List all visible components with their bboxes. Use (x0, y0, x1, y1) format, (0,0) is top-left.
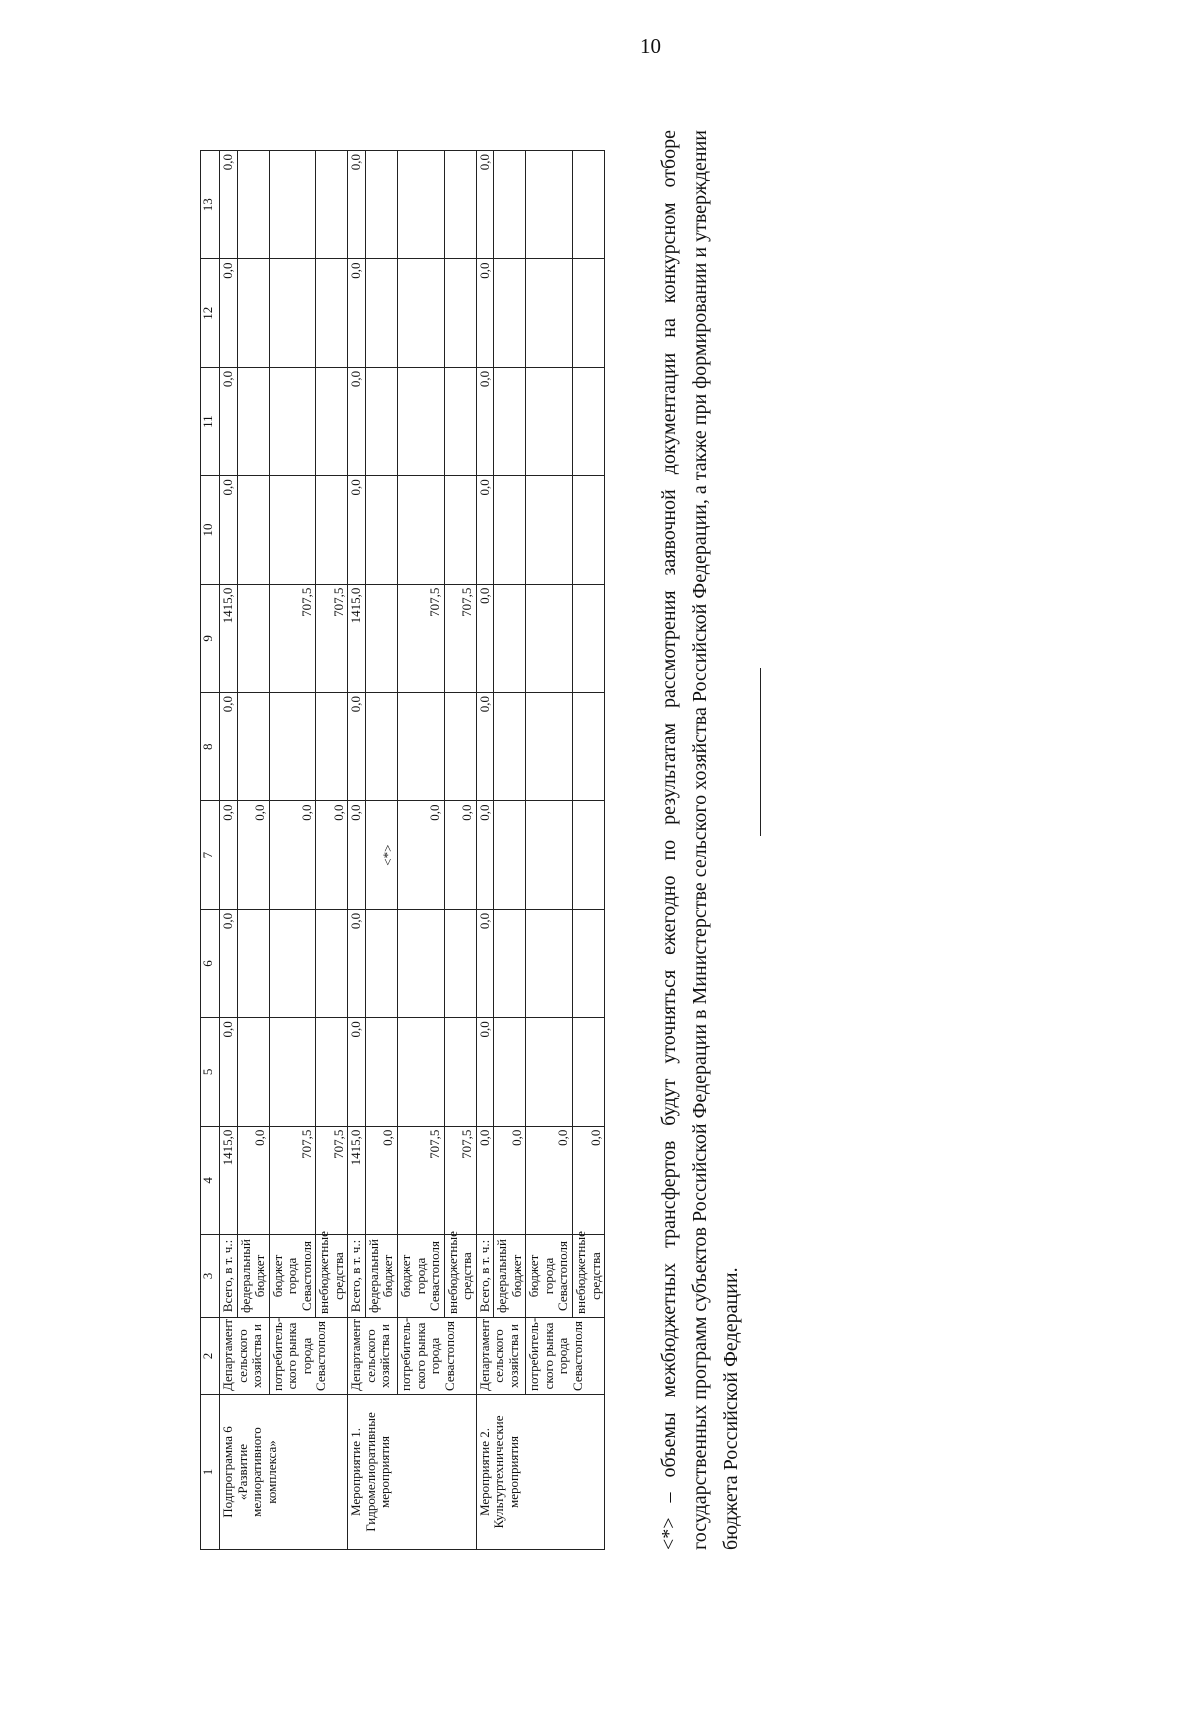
value-cell: 0,0 (220, 909, 238, 1017)
value-cell: 0,0 (237, 1126, 269, 1234)
value-cell: 707,5 (398, 584, 445, 692)
value-cell: 0,0 (269, 801, 316, 909)
value-cell (526, 151, 573, 259)
funding-source-cell: федеральный бюджет (494, 1235, 526, 1318)
value-cell (237, 151, 269, 259)
value-cell (365, 909, 397, 1017)
value-cell: 0,0 (476, 259, 494, 367)
value-cell (316, 476, 348, 584)
value-cell (398, 909, 445, 1017)
column-header-4: 4 (201, 1126, 220, 1234)
value-cell: 0,0 (444, 801, 476, 909)
value-cell (526, 584, 573, 692)
department-cell: потребитель-ского рынка города Севастополя (398, 1318, 477, 1395)
value-cell (444, 476, 476, 584)
value-cell: 0,0 (220, 801, 238, 909)
value-cell: 0,0 (573, 1126, 605, 1234)
budget-table (200, 150, 605, 1550)
column-header-1: 1 (201, 1395, 220, 1550)
department-cell: потребитель-ского рынка города Севастополя (269, 1318, 348, 1395)
value-cell: 0,0 (348, 909, 366, 1017)
value-cell (269, 367, 316, 475)
value-cell (526, 476, 573, 584)
value-cell (494, 801, 526, 909)
value-cell: 0,0 (526, 1126, 573, 1234)
value-cell (316, 259, 348, 367)
value-cell: 0,0 (494, 1126, 526, 1234)
value-cell: 0,0 (365, 1126, 397, 1234)
value-cell (444, 1018, 476, 1126)
funding-source-cell: федеральный бюджет (365, 1235, 397, 1318)
value-cell (444, 259, 476, 367)
value-cell (237, 476, 269, 584)
table-row (269, 151, 316, 1550)
value-cell (444, 151, 476, 259)
value-cell (237, 909, 269, 1017)
column-header-10: 10 (201, 476, 220, 584)
value-cell (444, 693, 476, 801)
value-cell: 0,0 (476, 151, 494, 259)
value-cell: 1415,0 (220, 1126, 238, 1234)
value-cell (237, 367, 269, 475)
value-cell (237, 584, 269, 692)
value-cell: 0,0 (220, 693, 238, 801)
program-name-cell: Подпрограмма 6 «Развитие мелиоративного комплекса» (220, 1395, 348, 1550)
value-cell (444, 367, 476, 475)
value-cell (237, 1018, 269, 1126)
value-cell: 0,0 (476, 909, 494, 1017)
value-cell (365, 367, 397, 475)
value-cell (316, 909, 348, 1017)
value-cell (526, 909, 573, 1017)
value-cell: 0,0 (220, 1018, 238, 1126)
value-cell (316, 1018, 348, 1126)
value-cell (444, 909, 476, 1017)
value-cell (398, 693, 445, 801)
value-cell (494, 584, 526, 692)
value-cell: 0,0 (220, 259, 238, 367)
value-cell: 707,5 (316, 584, 348, 692)
table-row (526, 151, 573, 1550)
column-number-row (201, 151, 220, 1550)
funding-source-cell: Всего, в т. ч.: (220, 1235, 238, 1318)
column-header-3: 3 (201, 1235, 220, 1318)
value-cell: 0,0 (476, 1018, 494, 1126)
value-cell (269, 476, 316, 584)
department-cell: Департамент сельского хозяйства и (348, 1318, 398, 1395)
value-cell: 0,0 (348, 801, 366, 909)
value-cell: 0,0 (348, 476, 366, 584)
value-cell: 0,0 (476, 584, 494, 692)
value-cell (494, 151, 526, 259)
value-cell (365, 259, 397, 367)
department-cell: Департамент сельского хозяйства и (220, 1318, 270, 1395)
value-cell: 0,0 (348, 151, 366, 259)
department-cell: потребитель-ского рынка города Севастополя (526, 1318, 605, 1395)
value-cell (365, 1018, 397, 1126)
table-row (220, 151, 238, 1550)
value-cell (573, 693, 605, 801)
value-cell: 0,0 (476, 801, 494, 909)
value-cell (398, 151, 445, 259)
value-cell: 0,0 (316, 801, 348, 909)
value-cell (494, 476, 526, 584)
funding-source-cell: бюджет города Севастополя (526, 1235, 573, 1318)
value-cell: 0,0 (220, 476, 238, 584)
value-cell: 0,0 (348, 259, 366, 367)
rotated-content (200, 110, 760, 1580)
value-cell (365, 693, 397, 801)
value-cell: 1415,0 (220, 584, 238, 692)
value-cell (398, 259, 445, 367)
value-cell: 0,0 (476, 476, 494, 584)
column-header-12: 12 (201, 259, 220, 367)
value-cell (365, 476, 397, 584)
value-cell (269, 1018, 316, 1126)
separator-line (760, 668, 761, 836)
value-cell (237, 259, 269, 367)
value-cell (573, 1018, 605, 1126)
column-header-11: 11 (201, 367, 220, 475)
value-cell (494, 693, 526, 801)
funding-source-cell: внебюджетные средства (444, 1235, 476, 1318)
value-cell: 0,0 (237, 801, 269, 909)
value-cell (573, 801, 605, 909)
value-cell (316, 367, 348, 475)
value-cell: 0,0 (220, 367, 238, 475)
value-cell: 0,0 (348, 693, 366, 801)
funding-source-cell: бюджет города Севастополя (269, 1235, 316, 1318)
value-cell (573, 476, 605, 584)
value-cell (398, 476, 445, 584)
value-cell: 707,5 (316, 1126, 348, 1234)
value-cell (494, 367, 526, 475)
value-cell (269, 693, 316, 801)
value-cell (316, 693, 348, 801)
value-cell: 0,0 (476, 367, 494, 475)
value-cell: 0,0 (476, 1126, 494, 1234)
value-cell (526, 693, 573, 801)
value-cell (494, 1018, 526, 1126)
value-cell (526, 801, 573, 909)
value-cell (365, 151, 397, 259)
table-row (476, 151, 494, 1550)
value-cell (573, 584, 605, 692)
value-cell: 0,0 (398, 801, 445, 909)
table-row (398, 151, 445, 1550)
program-name-cell: Мероприятие 1. Гидромелиоративные мероприятия (348, 1395, 476, 1550)
value-cell: 707,5 (269, 584, 316, 692)
value-cell (237, 693, 269, 801)
department-cell: Департамент сельского хозяйства и (476, 1318, 526, 1395)
value-cell: 0,0 (348, 1018, 366, 1126)
value-cell (494, 259, 526, 367)
column-header-9: 9 (201, 584, 220, 692)
value-cell: 0,0 (348, 367, 366, 475)
value-cell (269, 151, 316, 259)
value-cell (526, 1018, 573, 1126)
value-cell (365, 584, 397, 692)
program-name-cell: Мероприятие 2. Культуртехнические мероприятия (476, 1395, 604, 1550)
value-cell (494, 909, 526, 1017)
value-cell: 0,0 (220, 151, 238, 259)
value-cell: <*> (365, 801, 397, 909)
column-header-13: 13 (201, 151, 220, 259)
funding-source-cell: Всего, в т. ч.: (348, 1235, 366, 1318)
value-cell: 707,5 (269, 1126, 316, 1234)
funding-source-cell: Всего, в т. ч.: (476, 1235, 494, 1318)
column-header-6: 6 (201, 909, 220, 1017)
column-header-7: 7 (201, 801, 220, 909)
column-header-2: 2 (201, 1318, 220, 1395)
value-cell (526, 367, 573, 475)
value-cell: 1415,0 (348, 584, 366, 692)
value-cell (398, 367, 445, 475)
funding-source-cell: федеральный бюджет (237, 1235, 269, 1318)
funding-source-cell: бюджет города Севастополя (398, 1235, 445, 1318)
funding-source-cell: внебюджетные средства (316, 1235, 348, 1318)
value-cell: 707,5 (444, 584, 476, 692)
value-cell (573, 909, 605, 1017)
footnote: <*> – объемы межбюджетных трансфертов будут уточняться ежегодно по результатам рассмотрения заявочной документации на конкурсном отборе государственных программ субъектов Российской Федерации в Министерстве сельского хозяйства Российской Федерации, а также при формировании и утверждении бюджета Российской Федерации. (658, 130, 742, 1550)
column-header-8: 8 (201, 693, 220, 801)
funding-source-cell: внебюджетные средства (573, 1235, 605, 1318)
value-cell: 707,5 (444, 1126, 476, 1234)
value-cell (269, 259, 316, 367)
value-cell (573, 151, 605, 259)
column-header-5: 5 (201, 1018, 220, 1126)
value-cell: 707,5 (398, 1126, 445, 1234)
value-cell: 1415,0 (348, 1126, 366, 1234)
table-row (348, 151, 366, 1550)
value-cell (398, 1018, 445, 1126)
value-cell (573, 367, 605, 475)
value-cell (526, 259, 573, 367)
value-cell: 0,0 (476, 693, 494, 801)
value-cell (269, 909, 316, 1017)
page-number: 10 (640, 34, 661, 58)
value-cell (573, 259, 605, 367)
value-cell (316, 151, 348, 259)
